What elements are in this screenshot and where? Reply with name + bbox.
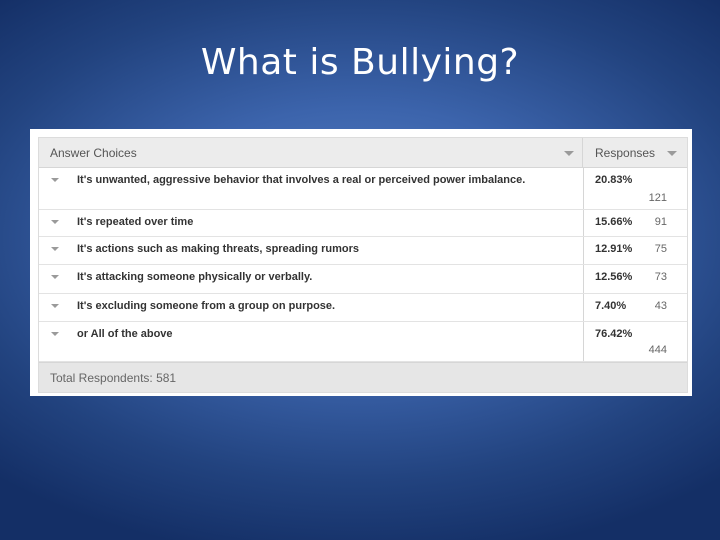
table-row[interactable] (39, 237, 687, 265)
answer-choice-text: It's repeated over time (77, 216, 194, 228)
answer-choices-header-label: Answer Choices (50, 146, 137, 160)
survey-results-table (38, 137, 688, 393)
column-divider (583, 294, 584, 321)
column-divider (583, 210, 584, 236)
answer-choice-text: It's actions such as making threats, spreading rumors (77, 243, 359, 255)
row-expand-icon[interactable] (51, 220, 59, 224)
answer-choice-text: It's excluding someone from a group on purpose. (77, 300, 336, 312)
row-expand-icon[interactable] (51, 304, 59, 308)
response-count: 73 (654, 271, 667, 283)
answer-choices-header[interactable] (39, 138, 583, 168)
row-expand-icon[interactable] (51, 178, 59, 182)
column-divider (583, 265, 584, 293)
responses-header[interactable] (583, 138, 687, 168)
response-count: 91 (654, 216, 667, 228)
sort-chevron-icon[interactable] (564, 151, 574, 156)
answer-choice-text: It's attacking someone physically or verbally. (77, 271, 313, 283)
column-divider (583, 237, 584, 264)
row-expand-icon[interactable] (51, 247, 59, 251)
response-count: 43 (654, 300, 667, 312)
answer-choice-text: It's unwanted, aggressive behavior that involves a real or perceived power imbalance. (77, 174, 526, 186)
total-respondents: Total Respondents: 581 (39, 362, 687, 392)
response-count: 75 (654, 243, 667, 255)
table-row[interactable] (39, 168, 687, 210)
responses-header-label: Responses (595, 146, 656, 160)
response-percent: 7.40% (595, 300, 627, 312)
response-percent: 76.42% (595, 328, 633, 340)
response-percent: 12.56% (595, 271, 633, 283)
row-expand-icon[interactable] (51, 275, 59, 279)
response-count: 444 (648, 344, 667, 356)
table-row[interactable] (39, 294, 687, 322)
answer-choice-text: or All of the above (77, 328, 173, 340)
slide-title: What is Bullying? (200, 42, 520, 83)
response-percent: 15.66% (595, 216, 633, 228)
response-percent: 20.83% (595, 174, 633, 186)
sort-chevron-icon[interactable] (667, 151, 677, 156)
column-divider (583, 322, 584, 361)
row-expand-icon[interactable] (51, 332, 59, 336)
column-divider (583, 168, 584, 209)
table-row[interactable] (39, 210, 687, 237)
response-count: 121 (648, 192, 667, 204)
survey-results-panel (30, 129, 692, 396)
response-percent: 12.91% (595, 243, 633, 255)
table-row[interactable] (39, 265, 687, 294)
table-row[interactable] (39, 322, 687, 362)
